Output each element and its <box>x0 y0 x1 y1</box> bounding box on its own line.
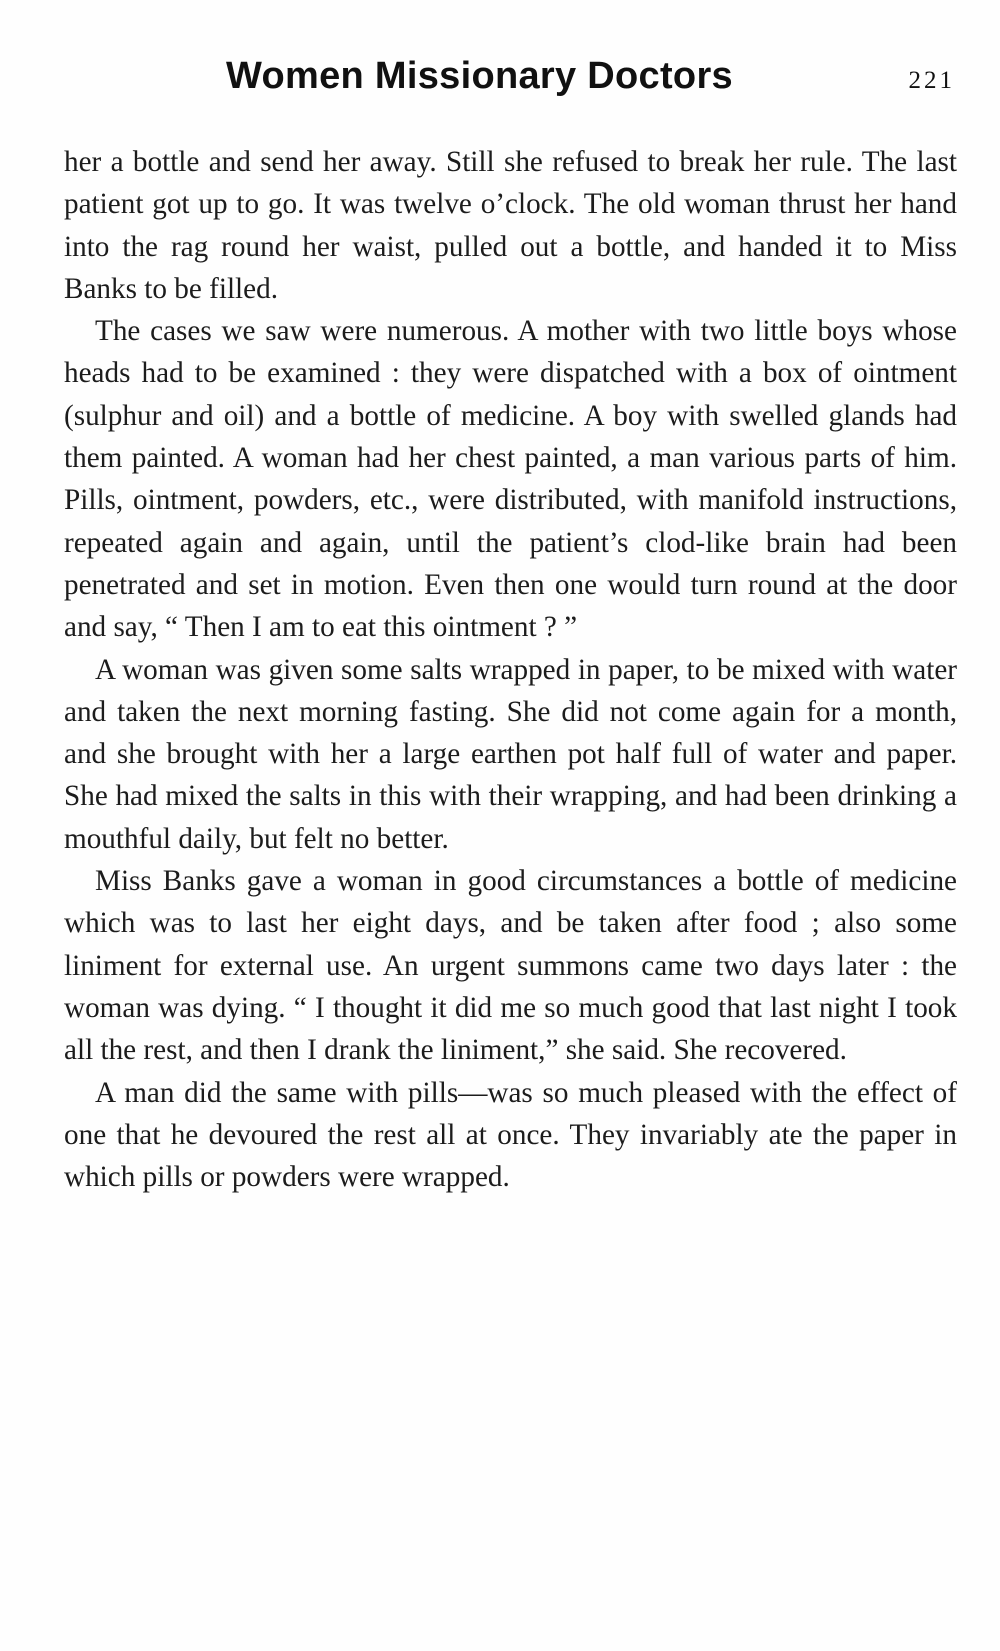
page-number: 221 <box>908 67 955 94</box>
paragraph-salts: A woman was given some salts wrapped in paper, to be mixed with water and taken the next morning fasting. She did not come again for a month, and she brought with her a large earthen pot half full of water and paper. She had mixed the salts in this with their wrapping, and had been drinking a mouthful daily, but felt no better. <box>64 653 957 855</box>
page-title: Women Missionary Doctors <box>226 55 733 97</box>
paragraph-pills: A man did the same with pills—was so much pleased with the effect of one that he devoured the rest all at once. They invariably ate the paper in which pills or powders were wrapped. <box>64 1076 957 1194</box>
running-head <box>64 55 955 115</box>
paragraph-continued: her a bottle and send her away. Still she refused to break her rule. The last patient got up to go. It was twelve o’clock. The old woman thrust her hand into the rag round her waist, pulled out a bottle, and handed it to Miss Banks to be filled. <box>64 146 957 305</box>
paragraph-cases: The cases we saw were numerous. A mother with two little boys whose heads had to be examined : they were dispatched with a box of ointment (sulphur and oil) and a bottle of medicine. A boy with swelled glands had them painted. A woman had her chest painted, a man various parts of him. Pills, ointment, powders, etc., were distributed, with manifold instructions, repeated again and again, until the patient’s clod-like brain had been penetrated and set in motion. Even then one would turn round at the door and say, “ Then I am to eat this ointment ? ” <box>64 315 957 644</box>
paragraph-liniment: Miss Banks gave a woman in good circumstances a bottle of medicine which was to last her eight days, and be taken after food ; also some liniment for external use. An urgent summons came two days later : the woman was dying. “ I thought it did me so much good that last night I took all the rest, and then I drank the liniment,” she said. She recovered. <box>64 865 957 1067</box>
body-text <box>64 141 957 1198</box>
